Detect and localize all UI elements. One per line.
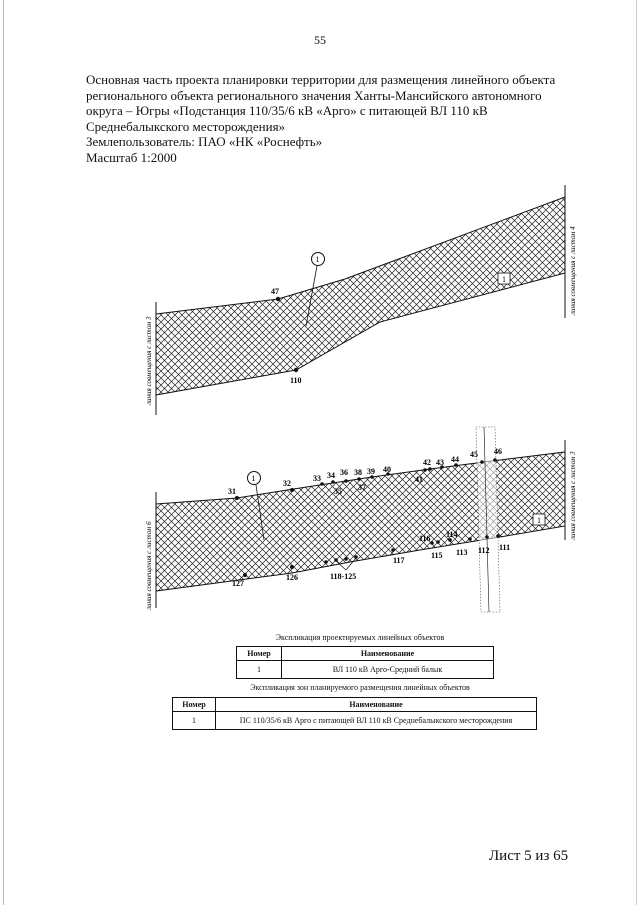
point-marker bbox=[290, 488, 294, 492]
point-label: 35 bbox=[334, 487, 342, 496]
point-label: 45 bbox=[470, 450, 478, 459]
point-label: 111 bbox=[499, 543, 511, 552]
point-label: 117 bbox=[393, 556, 405, 565]
combination-label-right: линия совмещения с листом 4 bbox=[569, 226, 577, 315]
point-label: 114 bbox=[446, 530, 458, 539]
combination-label-left: линия совмещения с листом 6 bbox=[145, 521, 153, 610]
land-user-line: Землепользователь: ПАО «НК «Роснефть» bbox=[86, 134, 323, 149]
header-line: округа – Югры «Подстанция 110/35/6 кВ «Арго» с питающей ВЛ 110 кВ bbox=[86, 103, 488, 118]
table-row bbox=[237, 661, 494, 679]
column-header: Наименование bbox=[216, 698, 537, 712]
object-number-text: 1 bbox=[315, 255, 320, 264]
sheet-number: Лист 5 из 65 bbox=[489, 848, 569, 864]
column-header: Номер bbox=[237, 647, 282, 661]
table2-title: Экспликация зон планируемого размещения линейных объектов bbox=[250, 683, 470, 692]
point-marker bbox=[468, 537, 472, 541]
point-marker bbox=[485, 535, 489, 539]
table-cell: 1 bbox=[173, 712, 216, 730]
bottom-drawing bbox=[145, 427, 577, 612]
point-label: 118-125 bbox=[330, 572, 357, 581]
table-cell: 1 bbox=[237, 661, 282, 679]
point-marker bbox=[294, 368, 298, 372]
table-cell: ПС 110/35/6 кВ Арго с питающей ВЛ 110 кВ Среднебалыкского месторождения bbox=[216, 712, 537, 730]
linear-objects-table bbox=[236, 646, 494, 679]
point-label: 44 bbox=[451, 455, 459, 464]
point-marker bbox=[496, 534, 500, 538]
point-label: 36 bbox=[340, 468, 348, 477]
point-label: 126 bbox=[286, 573, 298, 582]
point-label: 46 bbox=[494, 447, 502, 456]
point-label: 113 bbox=[456, 548, 468, 557]
zone-number-text: 1 bbox=[537, 516, 541, 525]
header-line: Основная часть проекта планировки территории для размещения линейного объекта bbox=[86, 72, 556, 87]
point-label: 31 bbox=[228, 487, 236, 496]
point-label: 110 bbox=[290, 376, 302, 385]
point-marker bbox=[430, 541, 434, 545]
point-marker bbox=[235, 496, 239, 500]
object-number-text: 1 bbox=[251, 474, 256, 483]
point-marker bbox=[331, 480, 335, 484]
point-label: 40 bbox=[383, 465, 391, 474]
point-label: 38 bbox=[354, 468, 362, 477]
column-header: Номер bbox=[173, 698, 216, 712]
point-label: 39 bbox=[367, 467, 375, 476]
point-marker bbox=[423, 468, 427, 472]
combination-label-right: линия совмещения с листом 3 bbox=[569, 451, 577, 540]
point-label: 43 bbox=[436, 458, 444, 467]
combination-label-left: линия совмещения с листом 3 bbox=[145, 316, 153, 405]
point-marker bbox=[436, 540, 440, 544]
point-marker bbox=[324, 560, 328, 564]
zone-number-text: 1 bbox=[502, 275, 506, 284]
point-marker bbox=[344, 479, 348, 483]
point-label: 34 bbox=[327, 471, 335, 480]
point-label: 41 bbox=[415, 475, 423, 484]
point-label: 116 bbox=[419, 534, 431, 543]
point-marker bbox=[493, 458, 497, 462]
point-marker bbox=[357, 477, 361, 481]
header-line: Среднебалыкского месторождения» bbox=[86, 118, 286, 134]
point-marker bbox=[344, 557, 348, 561]
point-label: 115 bbox=[431, 551, 443, 560]
point-label: 112 bbox=[478, 546, 490, 555]
point-marker bbox=[276, 297, 280, 301]
table-row bbox=[173, 712, 537, 730]
column-header: Наименование bbox=[282, 647, 494, 661]
header-line: регионального объекта регионального значения Ханты-Мансийского автономного bbox=[86, 87, 542, 103]
zone-area-top bbox=[156, 197, 565, 395]
table-header-row bbox=[173, 698, 537, 712]
top-drawing bbox=[145, 185, 577, 415]
point-label: 37 bbox=[358, 483, 366, 492]
point-label: 33 bbox=[313, 474, 321, 483]
point-marker bbox=[391, 548, 395, 552]
table-cell: ВЛ 110 кВ Арго-Средний балык bbox=[282, 661, 494, 679]
planning-zones-table bbox=[172, 697, 537, 730]
point-label: 127 bbox=[232, 579, 244, 588]
scale-line: Масштаб 1:2000 bbox=[86, 149, 177, 165]
point-marker bbox=[480, 460, 484, 464]
point-label: 47 bbox=[271, 287, 279, 296]
table-header-row bbox=[237, 647, 494, 661]
point-marker bbox=[428, 467, 432, 471]
table1-title: Экспликация проектируемых линейных объектов bbox=[275, 633, 445, 642]
point-label: 32 bbox=[283, 479, 291, 488]
point-marker bbox=[243, 573, 247, 577]
point-marker bbox=[290, 565, 294, 569]
page-number: 55 bbox=[314, 33, 326, 47]
point-label: 42 bbox=[423, 458, 431, 467]
